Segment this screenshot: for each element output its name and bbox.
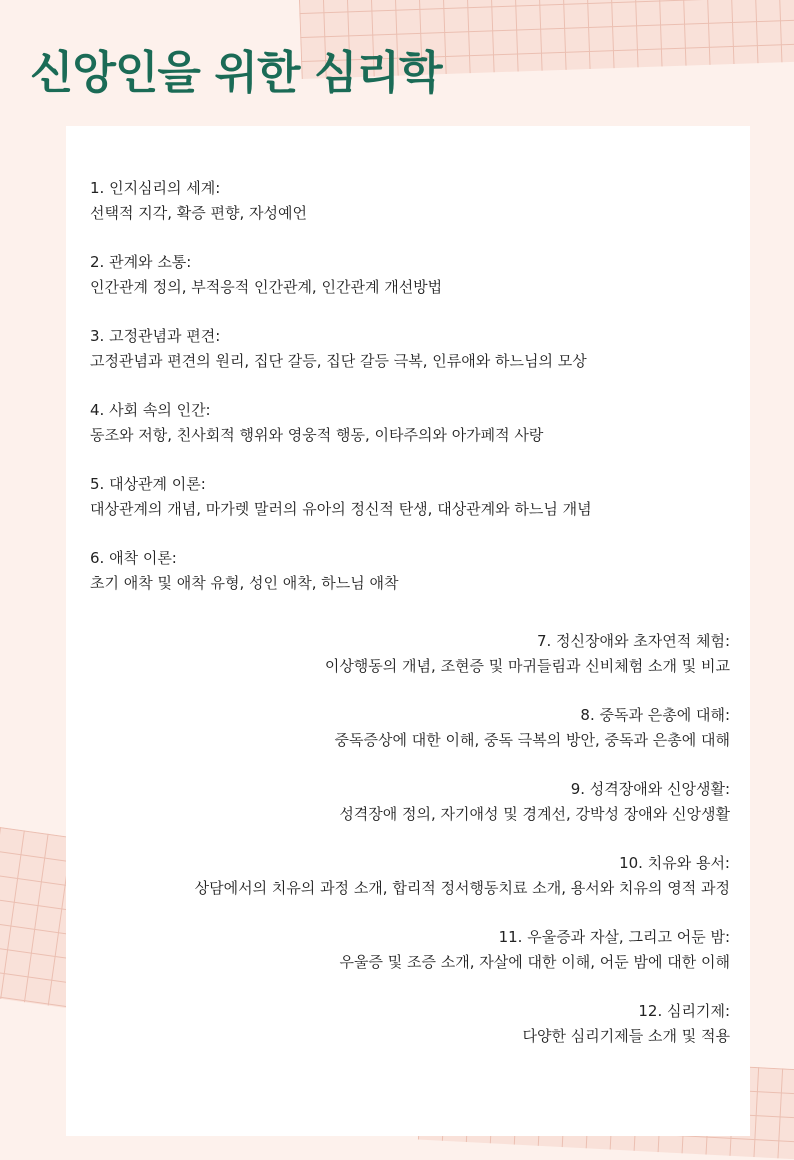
section-description: 우울증 및 조증 소개, 자살에 대한 이해, 어둔 밤에 대한 이해 bbox=[339, 953, 730, 971]
section-description: 상담에서의 치유의 과정 소개, 합리적 정서행동치료 소개, 용서와 치유의 영적 과정 bbox=[194, 879, 730, 897]
section-1 bbox=[90, 176, 730, 226]
section-6 bbox=[90, 546, 730, 596]
section-heading: 5. 대상관계 이론: bbox=[90, 475, 206, 493]
section-heading: 1. 인지심리의 세계: bbox=[90, 179, 221, 197]
section-7 bbox=[90, 629, 730, 679]
section-description: 중독증상에 대한 이해, 중독 극복의 방안, 중독과 은총에 대해 bbox=[334, 731, 730, 749]
section-description: 동조와 저항, 친사회적 행위와 영웅적 행동, 이타주의와 아가페적 사랑 bbox=[90, 426, 544, 444]
section-heading: 8. 중독과 은총에 대해: bbox=[580, 706, 730, 724]
section-heading: 7. 정신장애와 초자연적 체험: bbox=[536, 632, 730, 650]
section-3 bbox=[90, 324, 730, 374]
section-12 bbox=[90, 999, 730, 1049]
section-description: 인간관계 정의, 부적응적 인간관계, 인간관계 개선방법 bbox=[90, 278, 443, 296]
section-description: 초기 애착 및 애착 유형, 성인 애착, 하느님 애착 bbox=[90, 574, 399, 592]
section-description: 선택적 지각, 확증 편향, 자성예언 bbox=[90, 204, 307, 222]
section-5 bbox=[90, 472, 730, 522]
left-aligned-sections bbox=[90, 176, 730, 596]
section-10 bbox=[90, 851, 730, 901]
section-9 bbox=[90, 777, 730, 827]
section-8 bbox=[90, 703, 730, 753]
section-heading: 10. 치유와 용서: bbox=[619, 854, 730, 872]
section-heading: 11. 우울증과 자살, 그리고 어둔 밤: bbox=[498, 928, 730, 946]
right-aligned-sections bbox=[90, 629, 730, 1049]
page-title: 신앙인을 위한 심리학 bbox=[30, 46, 442, 99]
section-heading: 9. 성격장애와 신앙생활: bbox=[570, 780, 730, 798]
section-description: 이상행동의 개념, 조현증 및 마귀들림과 신비체험 소개 및 비교 bbox=[324, 657, 730, 675]
section-heading: 2. 관계와 소통: bbox=[90, 253, 192, 271]
section-4 bbox=[90, 398, 730, 448]
section-heading: 12. 심리기제: bbox=[638, 1002, 730, 1020]
section-description: 다양한 심리기제들 소개 및 적용 bbox=[522, 1027, 730, 1045]
section-11 bbox=[90, 925, 730, 975]
section-heading: 4. 사회 속의 인간: bbox=[90, 401, 211, 419]
syllabus-content bbox=[90, 176, 730, 1073]
section-description: 대상관계의 개념, 마가렛 말러의 유아의 정신적 탄생, 대상관계와 하느님 개념 bbox=[90, 500, 592, 518]
section-description: 성격장애 정의, 자기애성 및 경계선, 강박성 장애와 신앙생활 bbox=[339, 805, 730, 823]
section-description: 고정관념과 편견의 원리, 집단 갈등, 집단 갈등 극복, 인류애와 하느님의 모상 bbox=[90, 352, 587, 370]
section-heading: 3. 고정관념과 편견: bbox=[90, 327, 221, 345]
section-2 bbox=[90, 250, 730, 300]
section-heading: 6. 애착 이론: bbox=[90, 549, 177, 567]
